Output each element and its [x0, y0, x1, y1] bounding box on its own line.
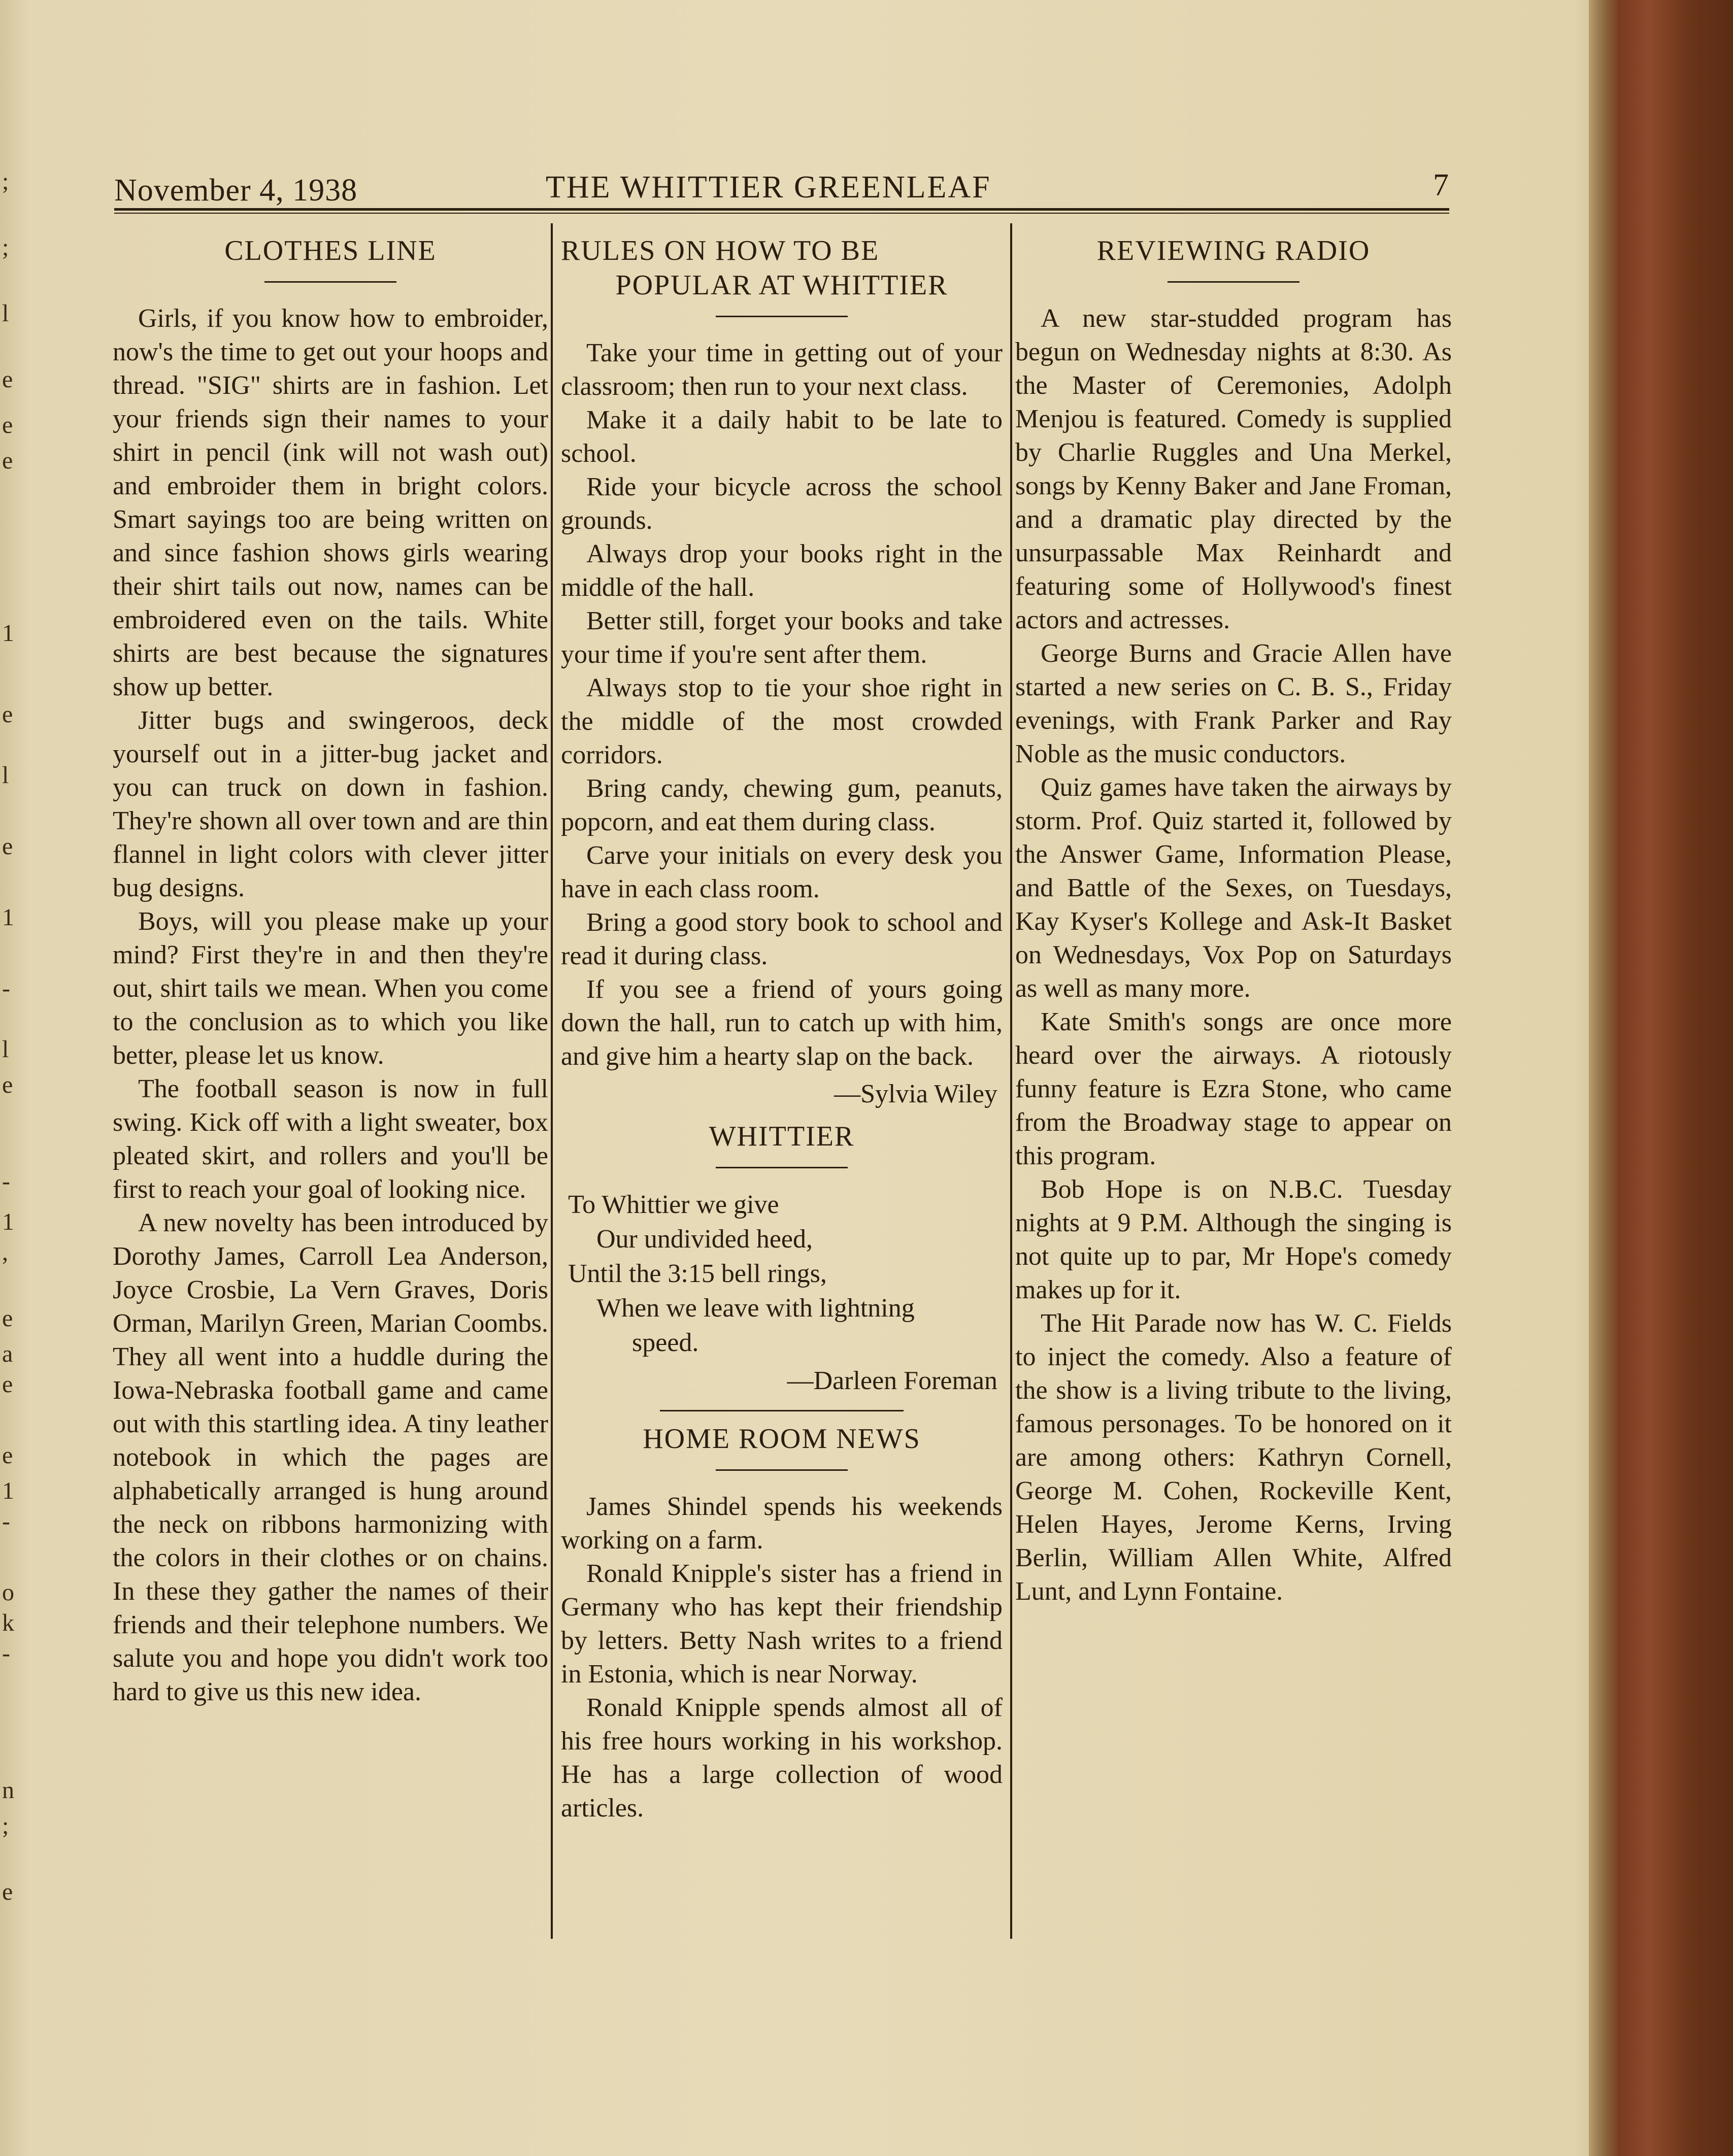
article-paragraph: Make it a daily habit to be late to school. [561, 406, 1003, 468]
edge-char: ; [2, 234, 9, 261]
previous-page-edge [0, 0, 20, 2156]
edge-char: , [2, 1239, 8, 1266]
edge-char: 1 [2, 620, 14, 647]
article-paragraph: The Hit Parade now has W. C. Fields to inject the comedy. Also a feature of the show is a living tribute to the living, famous personages. To be honored on it are among others: Kathryn Cornell, George M. Cohen, Rockeville Kent, Helen Hayes, Jerome Kerns, Irving Berlin, William Allen White, Alfred Lunt, and Lynn Fontaine. [1015, 1309, 1452, 1606]
article-paragraph: Girls, if you know how to embroider, now's the time to get out your hoops and thread. "SIG" shirts are in fashion. Let your friends sign their names to your shirt in pencil (ink will not wash out) and embroider them in bright colors. Smart sayings too are being written on and since fashion shows girls wearing their shirt tails out now, names can be embroidered even on the tails. White shirts are best because the signatures show up better. [113, 304, 548, 701]
page-number: 7 [1433, 168, 1449, 203]
edge-char: 1 [2, 904, 14, 931]
article-paragraph: Bob Hope is on N.B.C. Tuesday nights at 9 P.M. Although the singing is not quite up to par, Mr Hope's comedy makes up for it. [1015, 1175, 1452, 1304]
author-signature: —Sylvia Wiley [834, 1080, 997, 1108]
edge-char: o [2, 1579, 14, 1606]
column-clothes-line [113, 233, 548, 1709]
edge-char: e [2, 1371, 13, 1398]
article-paragraph: Kate Smith's songs are once more heard over the airways. A riotously funny feature is Ezra Stone, who came from the Broadway stage to appear on this program. [1015, 1007, 1452, 1170]
article-heading-line2: POPULAR AT WHITTIER [615, 270, 948, 301]
article-paragraph: Carve your initials on every desk you have in each class room. [561, 841, 1003, 903]
edge-char: e [2, 1442, 13, 1469]
edge-char: e [2, 1305, 13, 1332]
heading-rule [716, 316, 848, 317]
edge-char: e [2, 1878, 13, 1905]
article-paragraph: Always stop to tie your shoe right in the middle of the most crowded corridors. [561, 673, 1003, 769]
edge-char: a [2, 1340, 13, 1367]
article-paragraph: Take your time in getting out of your classroom; then run to your next class. [561, 339, 1003, 401]
poem-heading: WHITTIER [709, 1121, 855, 1152]
author-signature: —Darleen Foreman [787, 1366, 997, 1395]
article-paragraph: If you see a friend of yours going down the hall, run to catch up with him, and give him a hearty slap on the back. [561, 975, 1003, 1071]
article-paragraph: Better still, forget your books and take your time if you're sent after them. [561, 607, 1003, 669]
edge-char: ; [2, 1812, 9, 1839]
poem [561, 1188, 1003, 1360]
article-paragraph: Bring a good story book to school and read it during class. [561, 908, 1003, 970]
article-paragraph: George Burns and Gracie Allen have started a new series on C. B. S., Friday evenings, with Frank Parker and Ray Noble as the music conductors. [1015, 639, 1452, 768]
column-reviewing-radio [1015, 233, 1452, 1608]
poem-line: Until the 3:15 bell rings, [568, 1259, 827, 1288]
section-rule [660, 1410, 904, 1411]
edge-char: 1 [2, 1208, 14, 1235]
heading-rule [264, 281, 396, 283]
column-divider [1010, 223, 1012, 1939]
poem-line: When we leave with lightning [596, 1294, 915, 1323]
heading-rule [716, 1469, 848, 1471]
page-header [114, 167, 1449, 208]
edge-char: - [2, 975, 10, 1002]
edge-char: e [2, 1071, 13, 1098]
header-rule [114, 208, 1449, 214]
edge-char: 1 [2, 1477, 14, 1504]
article-heading: REVIEWING RADIO [1096, 235, 1371, 266]
poem-line: Our undivided heed, [596, 1225, 813, 1254]
edge-char: n [2, 1777, 14, 1804]
edge-char: k [2, 1609, 14, 1636]
book-binding [1589, 0, 1733, 2156]
article-paragraph: Bring candy, chewing gum, peanuts, popcorn, and eat them during class. [561, 774, 1003, 836]
edge-char: l [2, 300, 9, 327]
article-paragraph: James Shindel spends his weekends working on a farm. [561, 1492, 1003, 1555]
issue-date: November 4, 1938 [114, 173, 358, 208]
heading-rule [1168, 281, 1299, 283]
article-paragraph: Ronald Knipple spends almost all of his free hours working in his workshop. He has a large collection of wood articles. [561, 1693, 1003, 1823]
article-paragraph: The football season is now in full swing. Kick off with a light sweater, box pleated skirt, and rollers and you'll be first to reach your goal of looking nice. [113, 1074, 548, 1204]
column-rules-and-news [561, 233, 1003, 1825]
edge-char: e [2, 833, 13, 860]
poem-line: To Whittier we give [568, 1190, 779, 1219]
article-heading: CLOTHES LINE [224, 235, 437, 266]
edge-char: l [2, 1036, 9, 1063]
edge-char: ; [2, 168, 9, 195]
column-divider [551, 223, 553, 1939]
article-paragraph: Always drop your books right in the middle of the hall. [561, 540, 1003, 602]
edge-char: - [2, 1508, 10, 1535]
poem-line: speed. [632, 1328, 699, 1357]
article-paragraph: A new star-studded program has begun on Wednesday nights at 8:30. As the Master of Ceremonies, Adolph Menjou is featured. Comedy is supplied by Charlie Ruggles and Una Merkel, songs by Kenny Baker and Jane Froman, and a dramatic play directed by the unsurpassable Max Reinhardt and featuring some of Hollywood's finest actors and actresses. [1015, 304, 1452, 634]
newspaper-title: THE WHITTIER GREENLEAF [546, 170, 991, 205]
edge-char: - [2, 1168, 10, 1195]
edge-char: e [2, 366, 13, 393]
article-heading: HOME ROOM NEWS [643, 1423, 921, 1455]
edge-char: - [2, 1640, 10, 1667]
article-paragraph: Ronald Knipple's sister has a friend in Germany who has kept their friendship by letters. Betty Nash writes to a friend in Estonia, which is near Norway. [561, 1559, 1003, 1689]
article-heading-line1: RULES ON HOW TO BE [561, 235, 880, 266]
edge-char: l [2, 762, 9, 789]
article-paragraph: Quiz games have taken the airways by storm. Prof. Quiz started it, followed by the Answer Game, Information Please, and Battle of the Sexes, on Tuesdays, Kay Kyser's Kollege and Ask-It Basket on Wednesdays, Vox Pop on Saturdays as well as many more. [1015, 773, 1452, 1003]
edge-char: e [2, 701, 13, 728]
article-paragraph: A new novelty has been introduced by Dorothy James, Carroll Lea Anderson, Joyce Crosbie, La Vern Graves, Doris Orman, Marilyn Green, Marian Coombs. They all went into a huddle during the Iowa-Nebraska football game and came out with this startling idea. A tiny leather notebook in which the pages are alphabetically arranged is hung around the neck on ribbons harmonizing with the colors in their clothes or on chains. In these they gather the names of their friends and their telephone numbers. We salute you and hope you didn't work too hard to give us this new idea. [113, 1208, 548, 1706]
article-paragraph: Boys, will you please make up your mind? First they're in and then they're out, shirt tails we mean. When you come to the conclusion as to which you like better, please let us know. [113, 907, 548, 1070]
article-paragraph: Jitter bugs and swingeroos, deck yourself out in a jitter-bug jacket and you can truck on down in fashion. They're shown all over town and are thin flannel in light colors with clever jitter bug designs. [113, 706, 548, 902]
heading-rule [716, 1167, 848, 1168]
article-paragraph: Ride your bicycle across the school grounds. [561, 473, 1003, 535]
edge-char: e [2, 412, 13, 439]
edge-char: e [2, 447, 13, 474]
